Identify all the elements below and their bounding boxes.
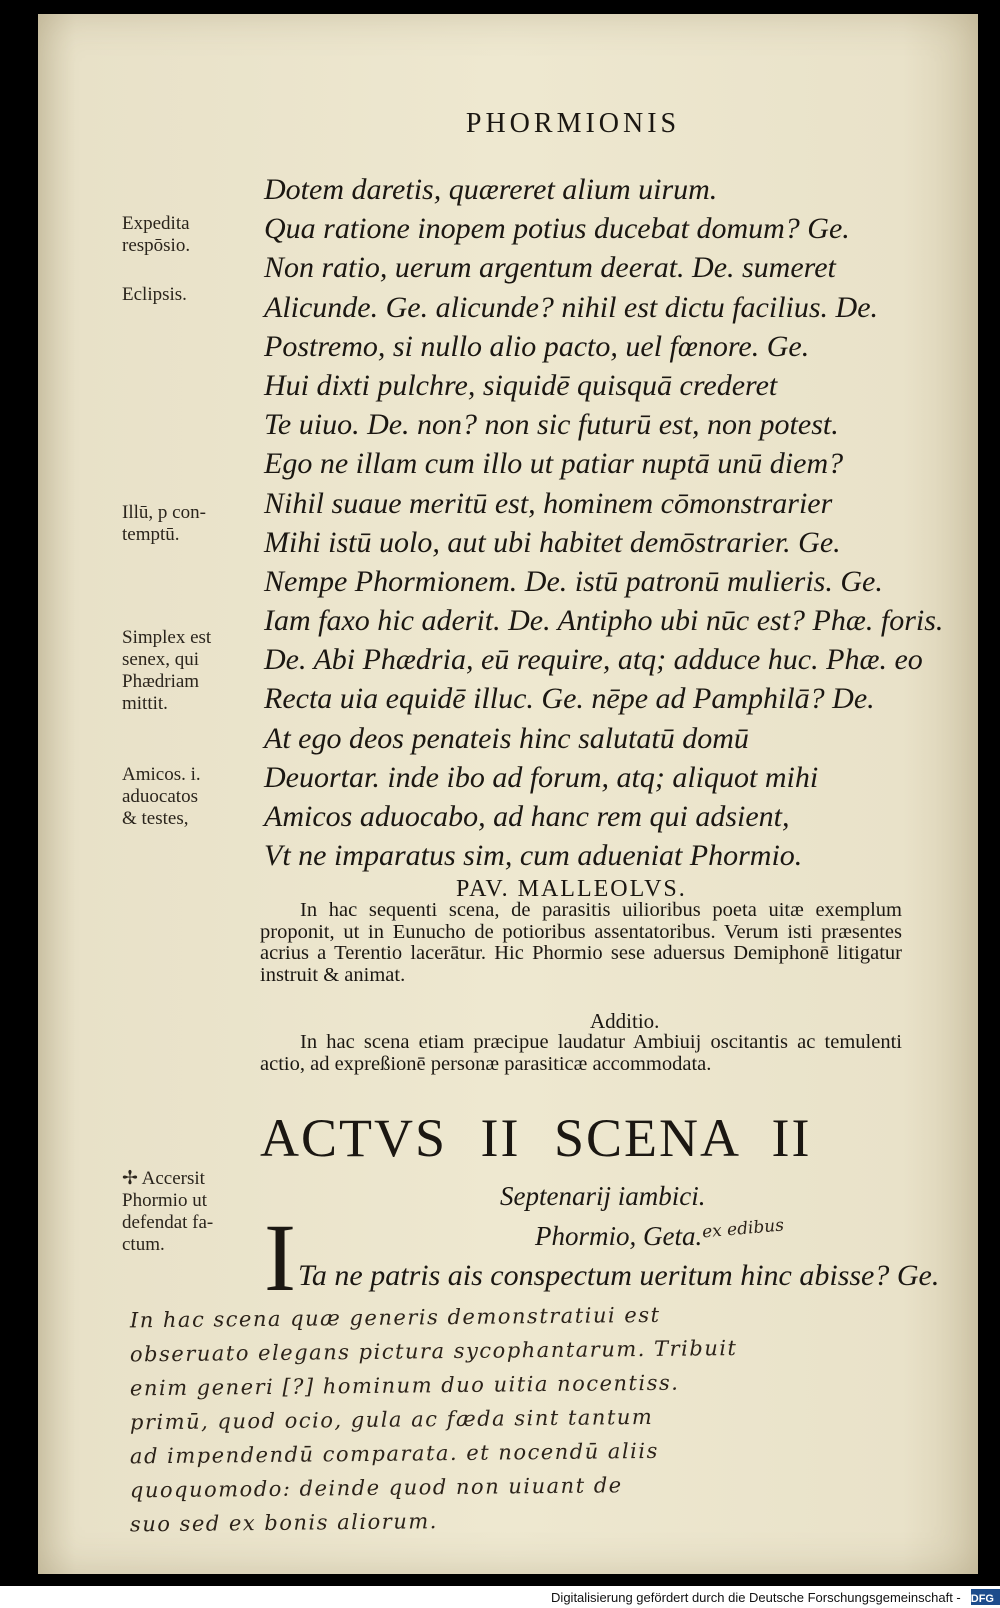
marginal-note: Eclipsis. [122,284,187,305]
act-scene-title: ACTVS II SCENA II [260,1108,812,1168]
verse-block [264,170,944,875]
cast-label: Phormio, Geta. [535,1221,703,1251]
handwritten-line: ad impendendū comparata. et nocendū aliis [129,1438,659,1469]
verse-line: Deuortar. inde ibo ad forum, atq; aliquot mihi [264,760,819,794]
handwritten-line: obseruato elegans pictura sycophantarum. Tribuit [129,1336,738,1367]
verse-line: Recta uia equidē illuc. Ge. nēpe ad Pamphilā? De. [264,682,875,716]
verse-line: Te uiuo. De. non? non sic futurū est, non potest. [264,408,839,442]
verse-line: De. Abi Phædria, eū require, atq; adduce huc. Phæ. eo [264,643,923,677]
commentary-paragraph [260,900,902,986]
verse-line: Dotem daretis, quæreret alium uirum. [264,173,718,206]
running-header: PHORMIONIS [465,108,681,139]
handwritten-line: enim generi [?] hominum duo uitia nocentiss. [129,1370,680,1401]
handwritten-line: primū, quod ocio, gula ac fæda sint tantum [129,1404,654,1435]
verse-line: Mihi istū uolo, aut ubi habitet demōstrarier. Ge. [264,525,841,559]
verse-line: Alicunde. Ge. alicunde? nihil est dictu facilius. De. [264,290,879,324]
verse-line: Vt ne imparatus sim, cum adueniat Phormio. [264,839,803,873]
marginal-note: Illū, p con- temptū. [122,502,206,545]
verse-line: At ego deos penateis hinc salutatū domū [264,721,749,755]
verse-line: Hui dixti pulchre, siquidē quisquā crederet [264,368,778,402]
commentary-text: In hac scena etiam præcipue laudatur Ambiuij oscitantis ac temulenti actio, ad expreßionē personæ parasiticæ accommodata. [260,1031,902,1075]
verse-line: Nempe Phormionem. De. istū patronū mulieris. Ge. [264,564,883,598]
commentary-paragraph [260,1032,902,1075]
footer-bar [0,1586,1000,1608]
verse-line: Ego ne illam cum illo ut patiar nuptā unū diem? [264,447,844,481]
handwritten-line: In hac scena quæ generis demonstratiui est [129,1302,661,1333]
book-page [38,14,978,1574]
verse-line: Postremo, si nullo alio pacto, uel fœnore. Ge. [264,329,810,363]
verse-line: Non ratio, uerum argentum deerat. De. sumeret [264,251,836,285]
verse-line: Iam faxo hic aderit. De. Antipho ubi nūc est? Phæ. foris. [264,604,944,638]
marginal-note: Amicos. i. aduocatos & testes, [122,764,201,829]
marginal-note: ✢ Accersit Phormio ut defendat fa- ctum. [122,1168,214,1255]
commentary-text: In hac sequenti scena, de parasitis uilioribus poeta uitæ exemplum proponit, ut in Eunucho de potioribus assentatoribus. Verum isti præsentes acrius a Terentio lacerātur. Hic Phormio sese aduersus Demiphonē litigatur instruit & animat. [260,899,902,986]
handwritten-line: quoquomodo: deinde quod non uiuant de [129,1473,623,1503]
drop-cap: I [264,1204,296,1311]
verse-line: Ta ne patris ais conspectum ueritum hinc abisse? Ge. [298,1259,940,1292]
dfg-logo: DFG [971,1589,1000,1605]
verse-line: Qua ratione inopem potius ducebat domum? Ge. [264,212,850,246]
additio-heading: Additio. [590,1009,660,1033]
meter-label: Septenarij iambici. [500,1181,706,1211]
handwritten-insertion: ex edibus [701,1215,785,1243]
verse-line: Amicos aduocabo, ad hanc rem qui adsient, [264,800,790,833]
verse-line: Nihil suaue meritū est, hominem cōmonstrarier [264,486,833,520]
handwritten-line: suo sed ex bonis aliorum. [129,1509,439,1537]
footer-credit: Digitalisierung gefördert durch die Deutsche Forschungsgemeinschaft - [551,1590,961,1605]
marginal-note: Simplex est senex, qui Phædriam mittit. [122,627,212,714]
handwritten-annotation [130,1304,970,1542]
commentator-name: PAV. MALLEOLVS. [456,876,687,902]
marginal-note: Expedita respōsio. [122,213,191,256]
